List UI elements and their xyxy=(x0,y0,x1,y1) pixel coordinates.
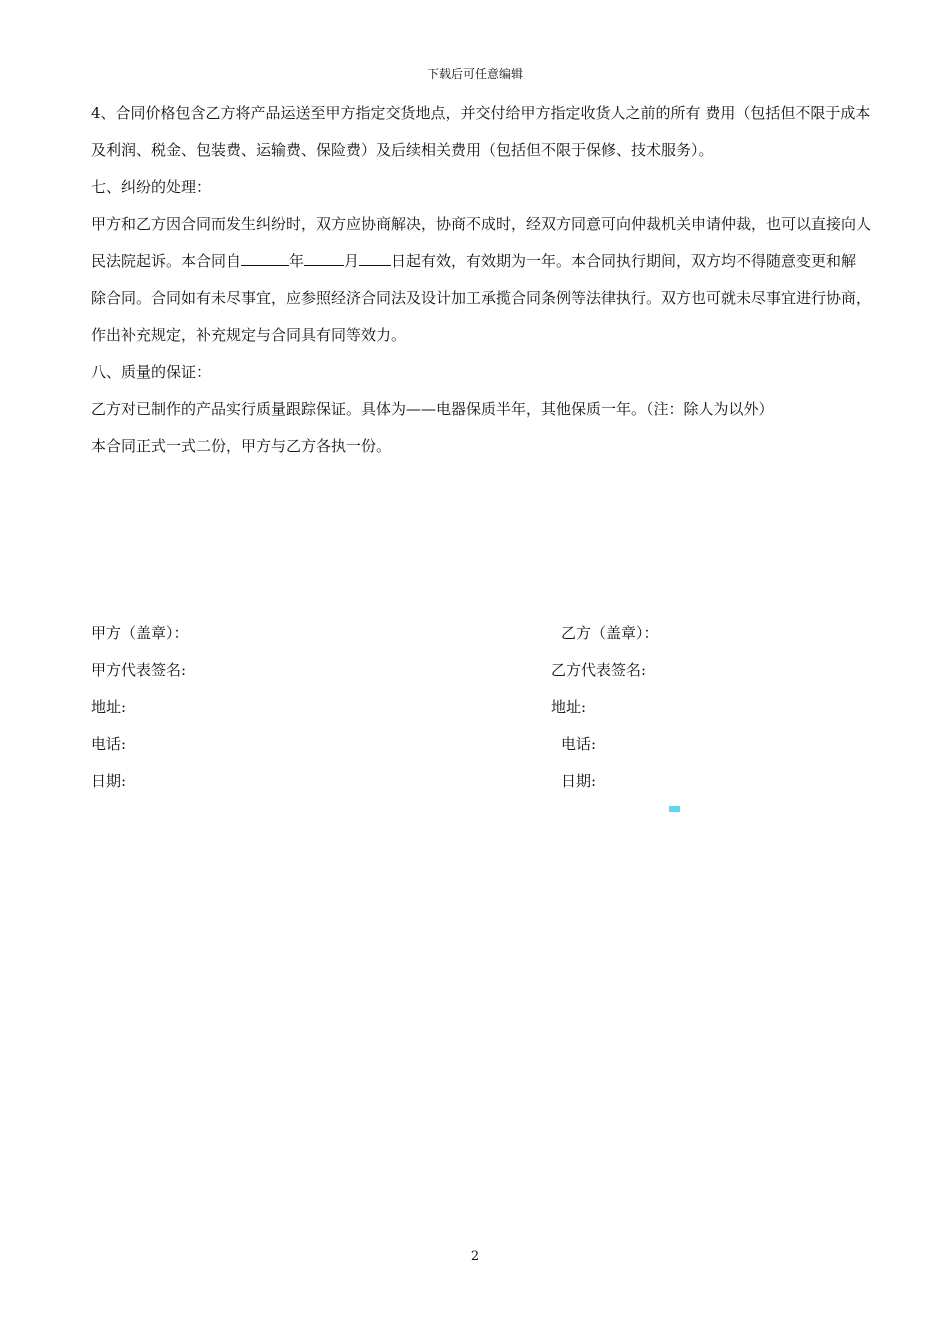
section-8-paragraph: 乙方对已制作的产品实行质量跟踪保证。具体为——电器保质半年，其他保质一年。（注：除人为以外） xyxy=(91,400,774,418)
party-b-seal: 乙方（盖章）： xyxy=(561,624,659,642)
section-7-paragraph xyxy=(91,206,871,354)
section-7-text-b: 日起有效，有效期为一年。本合同执行期间，双方均不得随意变更和解除合同。合同如有未尽事宜，应参照经济合同法及设计加工承揽合同条例等法律执行。双方也可就未尽事宜进行协商，作出补充规定，补充规定与合同具有同等效力。 xyxy=(91,252,872,344)
party-b-date: 日期: xyxy=(561,772,597,790)
clause-4-paragraph: 4、合同价格包含乙方将产品运送至甲方指定交货地点，并交付给甲方指定收货人之前的所有 费用（包括但不限于成本及利润、税金、包装费、运输费、保险费）及后续相关费用（包括但不限于保修、技术服务）。 xyxy=(91,104,871,159)
year-blank xyxy=(241,251,289,266)
day-blank xyxy=(359,251,391,266)
party-b-phone: 电话: xyxy=(561,735,597,753)
party-a-seal: 甲方（盖章）： xyxy=(91,624,189,642)
party-a-phone: 电话: xyxy=(91,735,127,753)
page-header: 下载后可任意编辑 xyxy=(426,67,523,81)
party-a-date: 日期: xyxy=(91,772,127,790)
party-b-representative: 乙方代表签名: xyxy=(551,661,647,679)
contract-body xyxy=(91,95,871,465)
party-a-representative: 甲方代表签名: xyxy=(91,661,187,679)
section-8-title: 八、质量的保证： xyxy=(91,363,212,381)
page-number: 2 xyxy=(470,1249,480,1264)
section-7-title: 七、纠纷的处理： xyxy=(91,178,212,196)
year-label: 年 xyxy=(289,252,305,270)
section-7-text-a: 甲方和乙方因合同而发生纠纷时，双方应协商解决，协商不成时，经双方同意可向仲裁机关申请仲裁，也可以直接向人民法院起诉。本合同自 xyxy=(91,215,872,270)
party-b-address: 地址: xyxy=(551,698,587,716)
month-blank xyxy=(304,251,344,266)
copies-paragraph: 本合同正式一式二份，甲方与乙方各执一份。 xyxy=(91,437,392,455)
month-label: 月 xyxy=(344,252,360,270)
cyan-mark xyxy=(669,806,680,812)
party-a-address: 地址: xyxy=(91,698,127,716)
